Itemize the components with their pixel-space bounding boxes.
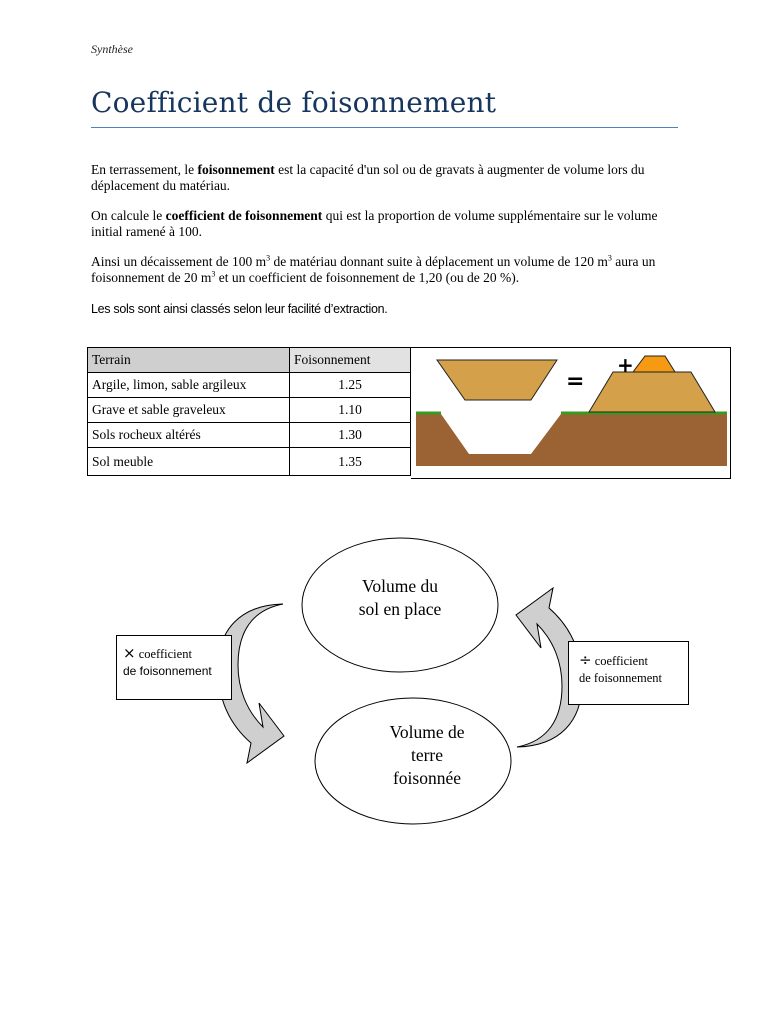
paragraph-definition: En terrassement, le foisonnement est la capacité d'un sol ou de gravats à augmenter de volume lors du déplacement du matériau. bbox=[91, 162, 645, 193]
table-header-row bbox=[88, 348, 411, 373]
cell-terrain: Argile, limon, sable argileux bbox=[88, 373, 290, 398]
top-bubble-line1: Volume du bbox=[362, 576, 438, 596]
excavated-volume-shape bbox=[437, 360, 557, 400]
ground-shape bbox=[416, 414, 727, 466]
plus-symbol: + bbox=[617, 353, 634, 377]
header-label: Synthèse bbox=[91, 42, 133, 56]
bottom-bubble-line2: terre bbox=[410, 745, 444, 765]
bottom-bubble-line3: foisonnée bbox=[392, 768, 462, 788]
paragraph-calculation: On calcule le coefficient de foisonnement qui est la proportion de volume supplémentaire sur le volume initial ramené à 100. bbox=[91, 208, 658, 239]
multiply-box-line1: coefficient bbox=[138, 647, 192, 661]
paragraph-example: Ainsi un décaissement de 100 $m^3$ de matériau donnant suite à déplacement un volume de 120 $m^3$ aura un foisonnement de 20 $m^3$ et un coefficient de foisonnement de 1,20 (ou de 20 %). bbox=[91, 253, 656, 285]
soil-table bbox=[87, 347, 411, 476]
cell-value: 1.10 bbox=[290, 398, 411, 423]
term-foisonnement: foisonnement bbox=[197, 162, 275, 177]
equals-symbol: = bbox=[566, 369, 585, 394]
column-header-foisonnement: Foisonnement bbox=[290, 348, 411, 373]
cell-terrain: Sols rocheux altérés bbox=[88, 423, 290, 448]
column-header-terrain: Terrain bbox=[88, 348, 290, 373]
title-divider bbox=[91, 127, 678, 128]
cell-value: 1.25 bbox=[290, 373, 411, 398]
table-row bbox=[88, 398, 411, 423]
page-title: Coefficient de foisonnement bbox=[91, 86, 497, 119]
top-bubble-line2: sol en place bbox=[358, 599, 442, 619]
multiply-coefficient-box bbox=[116, 635, 232, 700]
cell-value: 1.30 bbox=[290, 423, 411, 448]
top-bubble-label bbox=[310, 575, 490, 621]
divide-coefficient-box bbox=[568, 641, 689, 705]
bottom-bubble-label bbox=[337, 721, 517, 790]
excavation-illustration bbox=[411, 347, 731, 479]
table-row bbox=[88, 423, 411, 448]
multiply-box-line2: de foisonnement bbox=[123, 664, 212, 678]
bottom-bubble-line1: Volume de bbox=[389, 722, 465, 742]
cell-value: 1.35 bbox=[290, 448, 411, 476]
table-row bbox=[88, 373, 411, 398]
swell-extra-shape bbox=[633, 356, 675, 372]
table-row bbox=[88, 448, 411, 476]
divide-box-line1: coefficient bbox=[594, 654, 648, 668]
paragraph-classification: Les sols sont ainsi classés selon leur facilité d’extraction. bbox=[91, 302, 388, 316]
term-coefficient: coefficient de foisonnement bbox=[165, 208, 323, 223]
divide-icon: ÷ bbox=[579, 651, 592, 669]
heaped-volume-shape bbox=[589, 372, 715, 412]
excavation-drawing bbox=[411, 348, 731, 480]
cell-terrain: Grave et sable graveleux bbox=[88, 398, 290, 423]
multiply-icon: × bbox=[123, 644, 136, 662]
divide-box-line2: de foisonnement bbox=[579, 671, 662, 685]
cell-terrain: Sol meuble bbox=[88, 448, 290, 476]
